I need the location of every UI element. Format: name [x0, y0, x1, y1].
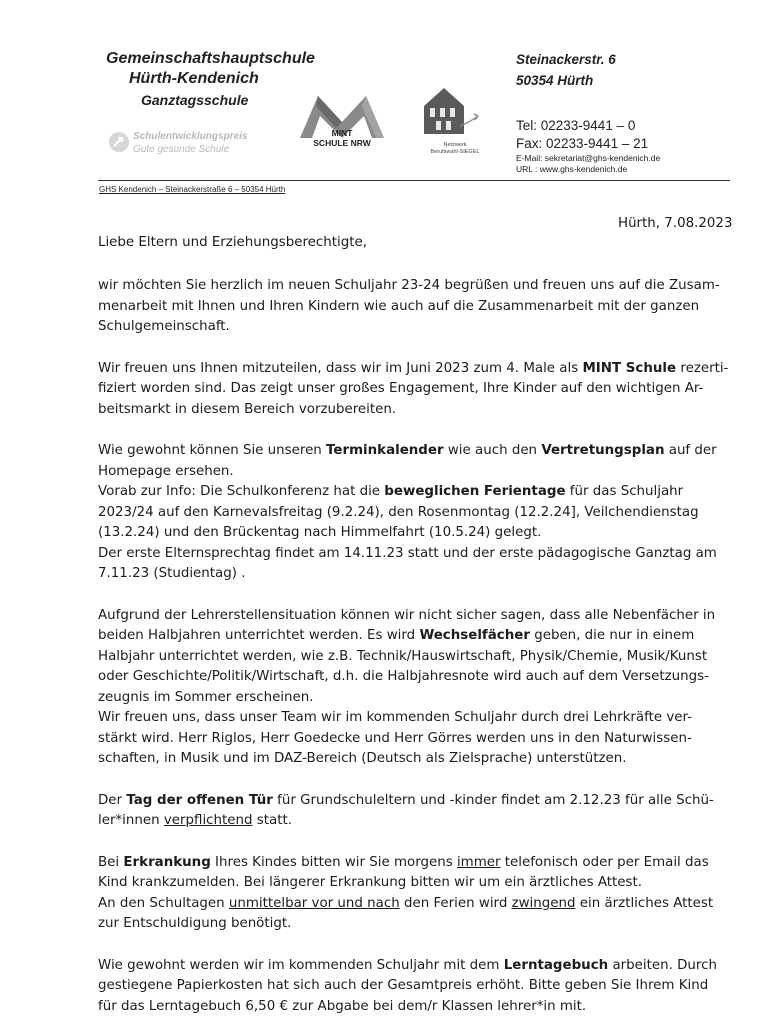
zwingend-underline: zwingend [511, 895, 576, 911]
school-name-line2: Hürth-Kendenich [129, 70, 259, 87]
award-line1: Schulentwicklungspreis [133, 131, 248, 142]
ferientage-bold: beweglichen Ferientage [384, 484, 566, 499]
address-street: Steinackerstr. 6 [516, 52, 616, 67]
netzwerk-caption [420, 142, 490, 156]
netzwerk-line2: Berufswahl-SIEGEL [430, 149, 480, 155]
letter-date: Hürth, 7.08.2023 [618, 216, 733, 231]
netzwerk-line1: Netzwerk [443, 142, 467, 148]
website-url: URL : www.ghs-kendenich.de [516, 164, 628, 174]
address-city: 50354 Hürth [516, 73, 594, 88]
paragraph-calendar: Wie gewohnt können Sie unseren Terminkalender wie auch den Vertretungsplan auf der Homepage ersehen. [98, 443, 717, 479]
immer-underline: immer [456, 854, 501, 870]
paragraph-illness: Bei Erkrankung Ihres Kindes bitten wir Sie morgens immer telefonisch oder per Email das Kind krankzumelden. Bei längerer Erkrankung bitten wir um ein ärztliches Attest. [98, 854, 709, 890]
paragraph-open-day: Der Tag der offenen Tür für Grundschuleltern und -kinder findet am 2.12.23 für alle Schü-ler*innen verpflichtend statt. [98, 792, 714, 828]
lerntagebuch-bold: Lerntagebuch [503, 957, 609, 973]
paragraph-lerntagebuch: Wie gewohnt werden wir im kommenden Schuljahr mit dem Lerntagebuch arbeiten. Durch gestiegene Papierkosten hat sich auch der Gesamtpreis erhöht. Bitte geben Sie Ihrem Kind für das Lerntagebuch 6,50 € zur Abgabe bei dem/r Klassen lehrer*in mit. [98, 957, 717, 1014]
paragraph-wechselfaecher: Aufgrund der Lehrerstellensituation können wir nicht sicher sagen, dass alle Nebenfächer in beiden Halbjahren unterrichtet werden. Es wird Wechselfächer geben, die nur in einem Halbjahr unterrichtet werden, wie z.B. Technik/Hauswirtschaft, Physik/Chemie, Musik/Kunst oder Geschichte/Politik/Wirtschaft, d.h. die Halbjahresnote wird auch auf dem Versetzungs-zeugnis im Sommer erscheinen. [98, 607, 716, 705]
mint-logo-line2: SCHULE NRW [313, 138, 371, 148]
school-type: Ganztagsschule [141, 92, 249, 108]
phone-number: Tel: 02233-9441 – 0 [516, 118, 636, 133]
award-line2: Gute gesunde Schule [133, 144, 230, 155]
mint-schule-bold: MINT Schule [582, 360, 677, 376]
paragraph-holidays: Vorab zur Info: Die Schulkonferenz hat die beweglichen Ferientage für das Schuljahr 2023/24 auf den Karnevalsfreitag (9.2.24), den Rosenmontag (12.2.24], Veilchendienstag (13.2.24) und den Brückentag nach Himmelfahrt (10.5.24) gelegt. [98, 484, 699, 540]
header-divider [98, 180, 730, 181]
award-logo-icon [108, 131, 130, 153]
salutation: Liebe Eltern und Erziehungsberechtigte, [98, 235, 367, 250]
email-address: E-Mail: sekretariat@ghs-kendenich.de [516, 153, 661, 163]
school-name-line1: Gemeinschaftshauptschule [106, 50, 315, 67]
vertretungsplan-bold: Vertretungsplan [541, 443, 665, 458]
sender-return-line: GHS Kendenich – Steinackerstraße 6 – 50354 Hürth [99, 185, 286, 194]
mint-logo-line1: MINT [331, 128, 353, 138]
verpflichtend-underline: verpflichtend [163, 813, 253, 828]
paragraph-new-teachers: Wir freuen uns, dass unser Team wir im kommenden Schuljahr durch drei Lehrkräfte ver-stärkt wird. Herr Riglos, Herr Goedecke und Herr Görres werden uns in den Naturwissen-schaften, in Musik und im DAZ-Bereich (Deutsch als Zielsprache) unterstützen. [98, 710, 693, 766]
paragraph-mint: Wir freuen uns Ihnen mitzuteilen, dass wir im Juni 2023 zum 4. Male als MINT Schule rezerti-fiziert worden sind. Das zeigt unser großes Engagement, Ihre Kinder auf den wichtigen Ar-beitsmarkt in diesem Bereich vorzubereiten. [98, 360, 729, 417]
fax-number: Fax: 02233-9441 – 21 [516, 136, 649, 151]
unmittelbar-underline: unmittelbar vor und nach [228, 895, 400, 911]
wechselfaecher-bold: Wechselfächer [419, 628, 530, 643]
netzwerk-house-icon [420, 86, 480, 138]
paragraph-welcome: wir möchten Sie herzlich im neuen Schuljahr 23-24 begrüßen und freuen uns auf die Zusam-menarbeit mit Ihnen und Ihren Kindern wie auch auf die Zusammenarbeit mit der ganzen Schulgemeinschaft. [98, 278, 720, 334]
paragraph-elternsprechtag: Der erste Elternsprechtag findet am 14.11.23 statt und der erste pädagogische Ganztag am 7.11.23 (Studientag) . [98, 545, 717, 581]
tag-der-offenen-tuer-bold: Tag der offenen Tür [126, 792, 273, 808]
mint-logo-text [296, 128, 388, 148]
paragraph-attest: An den Schultagen unmittelbar vor und nach den Ferien wird zwingend ein ärztliches Attest zur Entschuldigung benötigt. [98, 895, 714, 931]
letter-body [98, 276, 730, 1017]
erkrankung-bold: Erkrankung [123, 854, 211, 870]
terminkalender-bold: Terminkalender [326, 443, 444, 458]
